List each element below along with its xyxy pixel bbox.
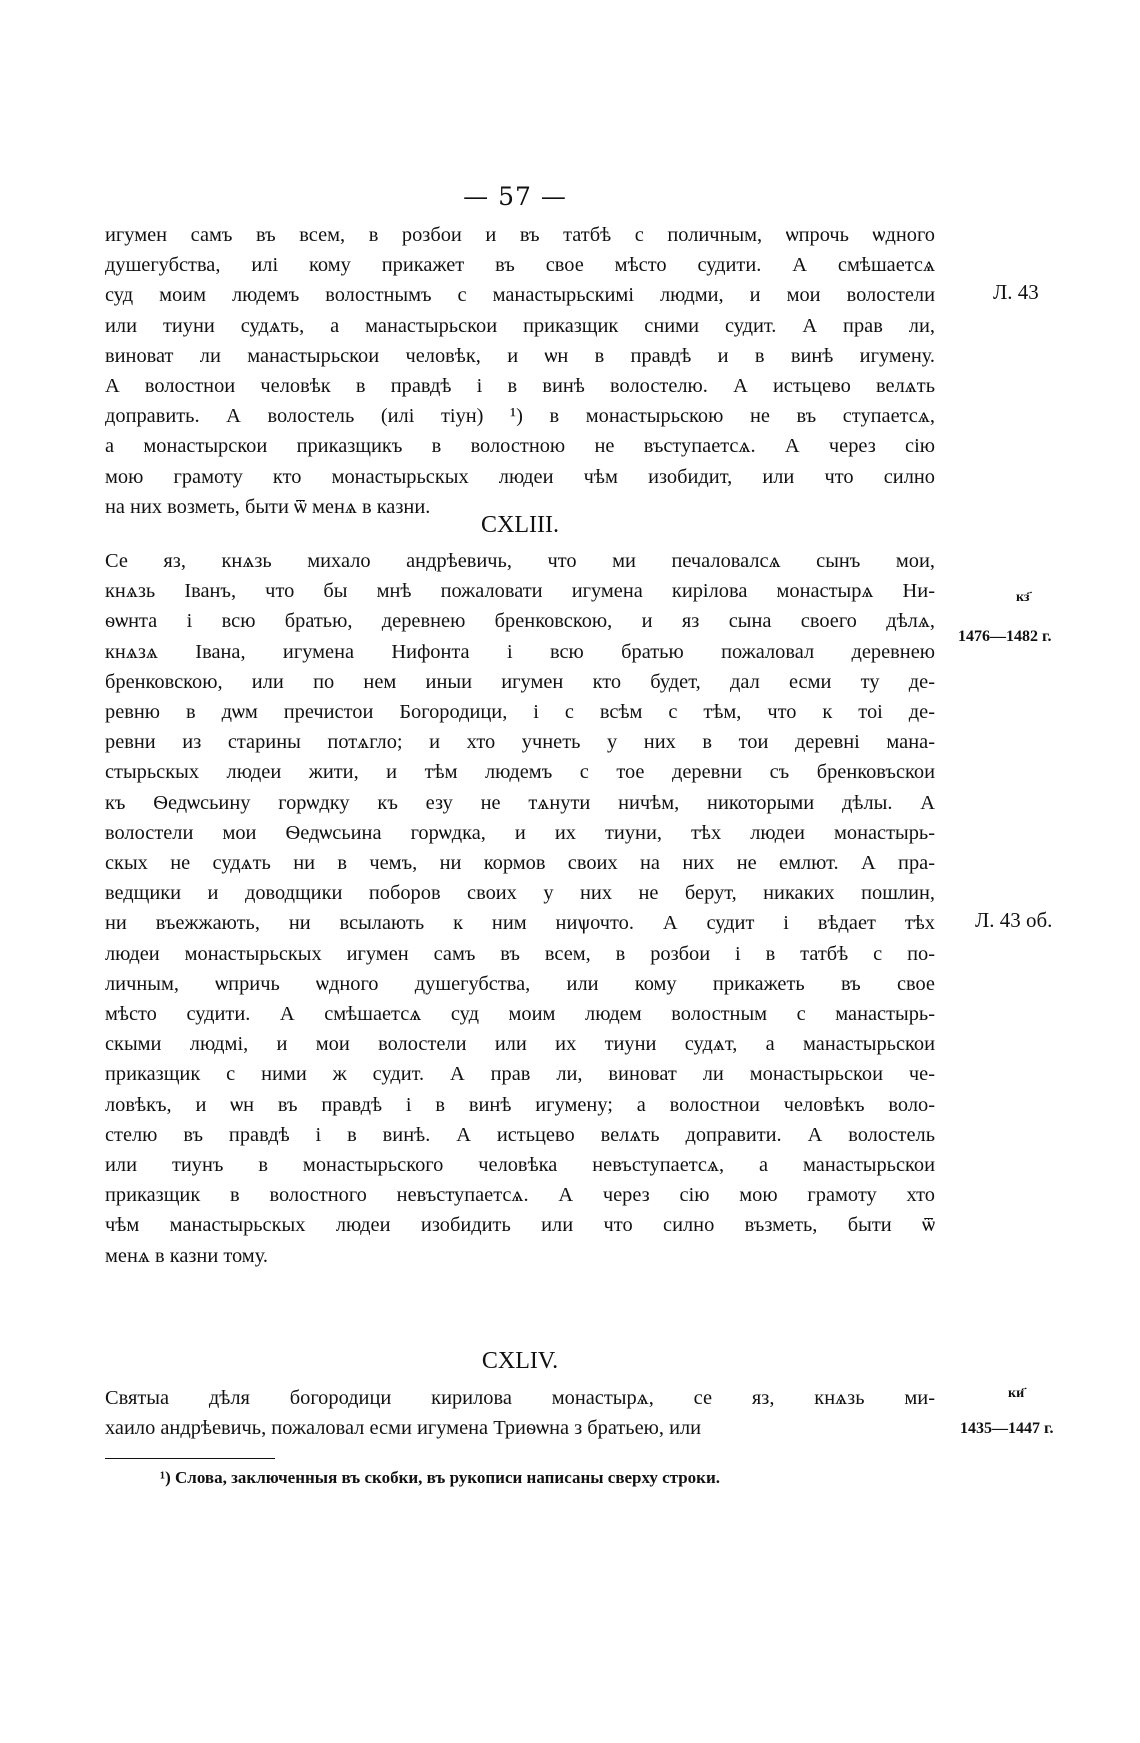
text-line: ревни из старины потѧгло; и хто учнеть у них в тои деревні мана- [105, 731, 935, 754]
text-line: ведщики и доводщики поборов своих у них не берут, никаких пошлин, [105, 882, 935, 905]
text-line: А волостнои человѣк в правдѣ і в винѣ волостелю. А истьцево велѧть [105, 375, 935, 398]
text-line: менѧ в казни тому. [105, 1244, 268, 1267]
text-line: или тиунъ в монастырьского человѣка невъступаетсѧ, а манастырьскои [105, 1154, 935, 1177]
text-line: волостели мои Ѳедѡсьина горѡдка, и их тиуни, тѣх людеи монастырь- [105, 821, 935, 844]
text-line: стелю въ правдѣ і в винѣ. А истьцево велѧть доправити. А волостель [105, 1123, 935, 1146]
section-heading-cxliii: CXLIII. [481, 512, 559, 538]
text-line: стырьскых людеи жити, и тѣм людемъ с тое деревни съ бренковъскои [105, 761, 935, 784]
text-line: доправить. А волостель (илі тіун) ¹) в монастырьскою не въ ступаетсѧ, [105, 405, 935, 428]
margin-charter-number-143: ки҃ [1008, 1386, 1025, 1401]
text-line: мою грамоту кто монастырьскых людеи чѣм изобидит, или что силно [105, 465, 935, 488]
text-line: чѣм манастырьскых людеи изобидить или что силно възметь, быти ѿ [105, 1214, 935, 1237]
text-line: Се яз, кнѧзь михало андрѣевичь, что ми печаловалсѧ сынъ мои, [105, 550, 935, 572]
text-line: скыми людмі, и мои волостели или их тиуни судѧт, а манастырьскои [105, 1033, 935, 1056]
margin-leaf-ref-43: Л. 43 [993, 280, 1039, 304]
page-number: — 57 — [463, 182, 567, 211]
text-line: кнѧзь Іванъ, что бы мнѣ пожаловати игумена кирілова монастырѧ Ни- [105, 580, 935, 603]
text-line: хаило андрѣевичь, пожаловал есми игумена Триѳѡна з братьею, или [105, 1417, 702, 1440]
text-line: суд моим людемъ волостнымъ с манастырьскимі людми, и мои волостели [105, 284, 935, 307]
footnote-rule [105, 1458, 275, 1459]
text-line: на них возметь, быти ѿ менѧ в казни. [105, 495, 431, 518]
section-heading-cxliv: CXLIV. [481, 1348, 559, 1374]
text-line: Святыа дѣля богородици кирилова монастырѧ, се яз, кнѧзь ми- [105, 1387, 935, 1409]
text-line: мѣсто судити. А смѣшаетсѧ суд моим людем волостным с манастырь- [105, 1003, 935, 1026]
text-line: ни въежжають, ни всылають к ним ниѱочто. А судит і вѣдает тѣх [105, 912, 935, 935]
paragraph-block-3 [105, 1383, 935, 1443]
text-line: кнѧзѧ Івана, игумена Нифонта і всю братью пожаловал деревнею [105, 640, 935, 663]
text-line: приказщик в волостного невъступаетсѧ. А через сію мою грамоту хто [105, 1184, 935, 1207]
text-line: игумен самъ въ всем, в розбои и въ татбѣ с поличным, ѡпрочь ѡдного [105, 224, 935, 246]
text-line: виноват ли манастырьскои человѣк, и ѡн в правдѣ и в винѣ игумену. [105, 344, 935, 367]
text-line: скых не судѧть ни в чемъ, ни кормов своих на них не емлют. А пра- [105, 852, 935, 875]
text-line: людеи монастырьскых игумен самъ въ всем, в розбои і в татбѣ с по- [105, 942, 935, 965]
margin-date-142: 1476—1482 г. [958, 628, 1052, 645]
text-line: личным, ѡпричь ѡдного душегубства, или кому прикажеть въ свое [105, 972, 935, 995]
paragraph-block-1 [105, 220, 935, 522]
margin-date-143: 1435—1447 г. [960, 1420, 1054, 1437]
paragraph-block-2 [105, 546, 935, 1271]
text-line: а монастырскои приказщикъ в волостною не въступаетсѧ. А через сію [105, 435, 935, 458]
margin-charter-number-142: кз҃ [1016, 590, 1030, 605]
text-line: ревню в дѡм пречистои Богородици, і с всѣм с тѣм, что к тоі де- [105, 701, 935, 724]
text-line: приказщик с ними ж судит. А прав ли, виноват ли монастырьскои че- [105, 1063, 935, 1086]
text-line: бренковскою, или по нем иныи игумен кто будет, дал есми ту де- [105, 670, 935, 693]
text-line: къ Ѳедѡсьину горѡдку къ езу не тѧнути ничѣм, никоторыми дѣлы. А [105, 791, 935, 814]
margin-leaf-ref-43-ob: Л. 43 об. [975, 908, 1053, 932]
footnote: ¹) Слова, заключенныя въ скобки, въ рукописи написаны сверху строки. [160, 1468, 721, 1487]
text-line: ловѣкъ, и ѡн въ правдѣ і в винѣ игумену; а волостнои человѣкъ воло- [105, 1093, 935, 1116]
text-line: душегубства, илі кому прикажет въ свое мѣсто судити. А смѣшаетсѧ [105, 254, 935, 277]
text-line: или тиуни судѧть, а манастырьскои приказщик сними судит. А прав ли, [105, 314, 935, 337]
text-line: ѳѡнта і всю братью, деревнею бренковскою, и яз сына своего дѣлѧ, [105, 610, 935, 633]
